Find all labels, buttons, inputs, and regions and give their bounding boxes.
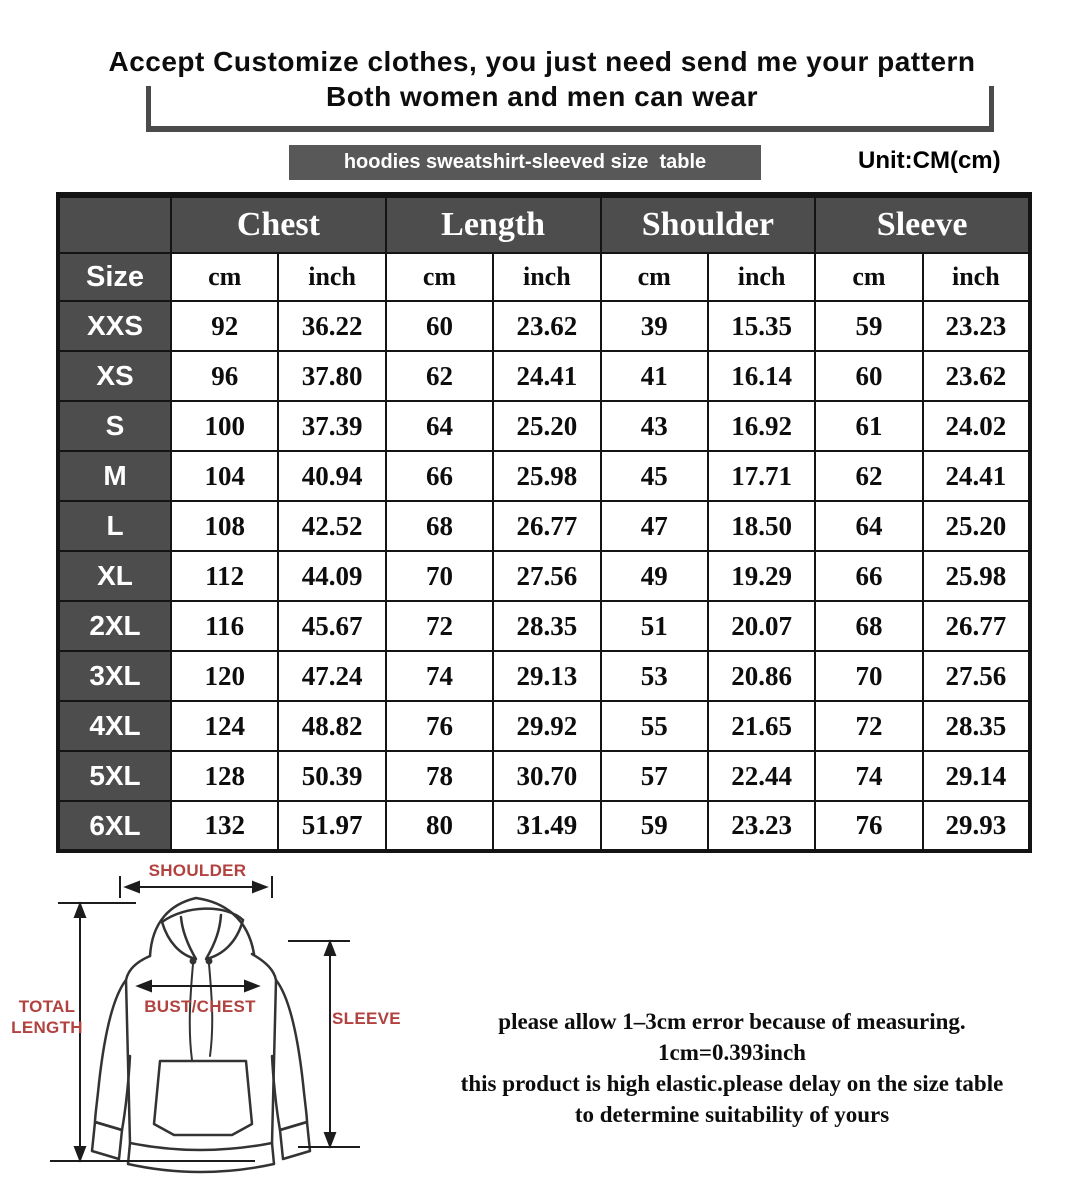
table-cell: 120 [171, 651, 278, 701]
corner-cell [58, 195, 171, 253]
table-cell: 42.52 [278, 501, 385, 551]
table-cell: 27.56 [923, 651, 1030, 701]
column-group-header: Shoulder [601, 195, 816, 253]
size-row-label: M [58, 451, 171, 501]
table-cell: 18.50 [708, 501, 815, 551]
table-row [58, 751, 1030, 801]
table-cell: 29.92 [493, 701, 600, 751]
table-cell: 70 [386, 551, 493, 601]
table-row [58, 301, 1030, 351]
unit-label: Unit:CM(cm) [858, 147, 1001, 174]
table-cell: 96 [171, 351, 278, 401]
sleeve-label: SLEEVE [332, 1009, 401, 1028]
table-cell: 116 [171, 601, 278, 651]
table-cell: 29.93 [923, 801, 1030, 851]
table-cell: 53 [601, 651, 708, 701]
footer-line: please allow 1–3cm error because of measuring. [498, 1009, 966, 1034]
table-cell: 24.02 [923, 401, 1030, 451]
table-cell: 15.35 [708, 301, 815, 351]
size-table-body [58, 301, 1030, 851]
table-cell: 100 [171, 401, 278, 451]
unit-header-cell: inch [278, 253, 385, 301]
table-cell: 76 [386, 701, 493, 751]
table-cell: 17.71 [708, 451, 815, 501]
footer-line: to determine suitability of yours [574, 1102, 890, 1127]
table-cell: 21.65 [708, 701, 815, 751]
table-cell: 80 [386, 801, 493, 851]
shoulder-label: SHOULDER [148, 861, 247, 880]
table-cell: 29.14 [923, 751, 1030, 801]
table-cell: 37.39 [278, 401, 385, 451]
footer-note [402, 1006, 1062, 1130]
table-cell: 30.70 [493, 751, 600, 801]
table-cell: 57 [601, 751, 708, 801]
table-cell: 41 [601, 351, 708, 401]
table-cell: 28.35 [493, 601, 600, 651]
table-cell: 39 [601, 301, 708, 351]
table-cell: 59 [815, 301, 922, 351]
table-cell: 132 [171, 801, 278, 851]
table-cell: 48.82 [278, 701, 385, 751]
table-cell: 23.23 [923, 301, 1030, 351]
table-cell: 68 [386, 501, 493, 551]
table-cell: 62 [386, 351, 493, 401]
table-cell: 26.77 [923, 601, 1030, 651]
table-cell: 70 [815, 651, 922, 701]
unit-header-cell: inch [923, 253, 1030, 301]
table-cell: 43 [601, 401, 708, 451]
table-cell: 40.94 [278, 451, 385, 501]
table-cell: 29.13 [493, 651, 600, 701]
group-header-row [58, 195, 1030, 253]
column-group-header: Length [386, 195, 601, 253]
table-cell: 72 [815, 701, 922, 751]
size-row-label: 5XL [58, 751, 171, 801]
hoodie-drawing [92, 898, 310, 1172]
footer-line: 1cm=0.393inch [658, 1040, 806, 1065]
table-cell: 23.23 [708, 801, 815, 851]
unit-header-cell: inch [708, 253, 815, 301]
table-cell: 74 [386, 651, 493, 701]
table-cell: 64 [815, 501, 922, 551]
size-row-label: XXS [58, 301, 171, 351]
size-row-label: 4XL [58, 701, 171, 751]
table-row [58, 551, 1030, 601]
table-cell: 64 [386, 401, 493, 451]
size-table [56, 192, 1032, 853]
unit-header-cell: cm [386, 253, 493, 301]
table-cell: 104 [171, 451, 278, 501]
unit-header-cell: cm [601, 253, 708, 301]
unit-header-cell: cm [171, 253, 278, 301]
table-cell: 76 [815, 801, 922, 851]
table-row [58, 701, 1030, 751]
unit-header-cell: cm [815, 253, 922, 301]
table-cell: 68 [815, 601, 922, 651]
column-group-header: Chest [171, 195, 386, 253]
size-row-label: XS [58, 351, 171, 401]
table-cell: 16.92 [708, 401, 815, 451]
table-cell: 27.56 [493, 551, 600, 601]
table-cell: 16.14 [708, 351, 815, 401]
table-cell: 92 [171, 301, 278, 351]
table-cell: 19.29 [708, 551, 815, 601]
table-cell: 45.67 [278, 601, 385, 651]
size-row-label: S [58, 401, 171, 451]
table-cell: 23.62 [493, 301, 600, 351]
table-cell: 49 [601, 551, 708, 601]
table-cell: 128 [171, 751, 278, 801]
table-cell: 31.49 [493, 801, 600, 851]
size-row-label: XL [58, 551, 171, 601]
table-cell: 25.98 [923, 551, 1030, 601]
table-cell: 51.97 [278, 801, 385, 851]
table-cell: 47.24 [278, 651, 385, 701]
table-cell: 60 [386, 301, 493, 351]
table-cell: 108 [171, 501, 278, 551]
unit-header-cell: inch [493, 253, 600, 301]
table-row [58, 501, 1030, 551]
table-cell: 45 [601, 451, 708, 501]
table-row [58, 401, 1030, 451]
page-title [0, 44, 1084, 114]
table-cell: 51 [601, 601, 708, 651]
hoodie-diagram [0, 858, 430, 1196]
footer-line: this product is high elastic.please delay on the size table [460, 1071, 1004, 1096]
table-cell: 23.62 [923, 351, 1030, 401]
table-cell: 59 [601, 801, 708, 851]
table-cell: 28.35 [923, 701, 1030, 751]
column-group-header: Sleeve [815, 195, 1030, 253]
table-cell: 22.44 [708, 751, 815, 801]
table-cell: 50.39 [278, 751, 385, 801]
table-cell: 24.41 [493, 351, 600, 401]
table-cell: 124 [171, 701, 278, 751]
measurement-arrows [50, 876, 360, 1161]
title-line-2: Both women and men can wear [325, 81, 759, 112]
table-cell: 37.80 [278, 351, 385, 401]
size-table-banner: hoodies sweatshirt-sleeved size table [289, 145, 761, 180]
table-row [58, 651, 1030, 701]
table-cell: 74 [815, 751, 922, 801]
table-cell: 20.07 [708, 601, 815, 651]
table-cell: 78 [386, 751, 493, 801]
table-cell: 55 [601, 701, 708, 751]
table-cell: 25.20 [493, 401, 600, 451]
table-cell: 26.77 [493, 501, 600, 551]
table-cell: 36.22 [278, 301, 385, 351]
total-length-label: TOTAL LENGTH [11, 997, 83, 1037]
table-cell: 61 [815, 401, 922, 451]
size-row-label: 2XL [58, 601, 171, 651]
table-cell: 24.41 [923, 451, 1030, 501]
table-cell: 60 [815, 351, 922, 401]
table-row [58, 801, 1030, 851]
table-cell: 47 [601, 501, 708, 551]
table-cell: 112 [171, 551, 278, 601]
table-row [58, 601, 1030, 651]
table-cell: 25.20 [923, 501, 1030, 551]
size-column-header: Size [58, 253, 171, 301]
table-cell: 72 [386, 601, 493, 651]
table-cell: 66 [386, 451, 493, 501]
table-cell: 66 [815, 551, 922, 601]
unit-header-row [58, 253, 1030, 301]
table-cell: 20.86 [708, 651, 815, 701]
size-row-label: 3XL [58, 651, 171, 701]
title-line-1: Accept Customize clothes, you just need send me your pattern [108, 46, 976, 77]
table-row [58, 351, 1030, 401]
table-cell: 44.09 [278, 551, 385, 601]
bust-chest-label: BUST/CHEST [144, 997, 256, 1016]
size-row-label: L [58, 501, 171, 551]
table-cell: 62 [815, 451, 922, 501]
size-row-label: 6XL [58, 801, 171, 851]
table-row [58, 451, 1030, 501]
table-cell: 25.98 [493, 451, 600, 501]
